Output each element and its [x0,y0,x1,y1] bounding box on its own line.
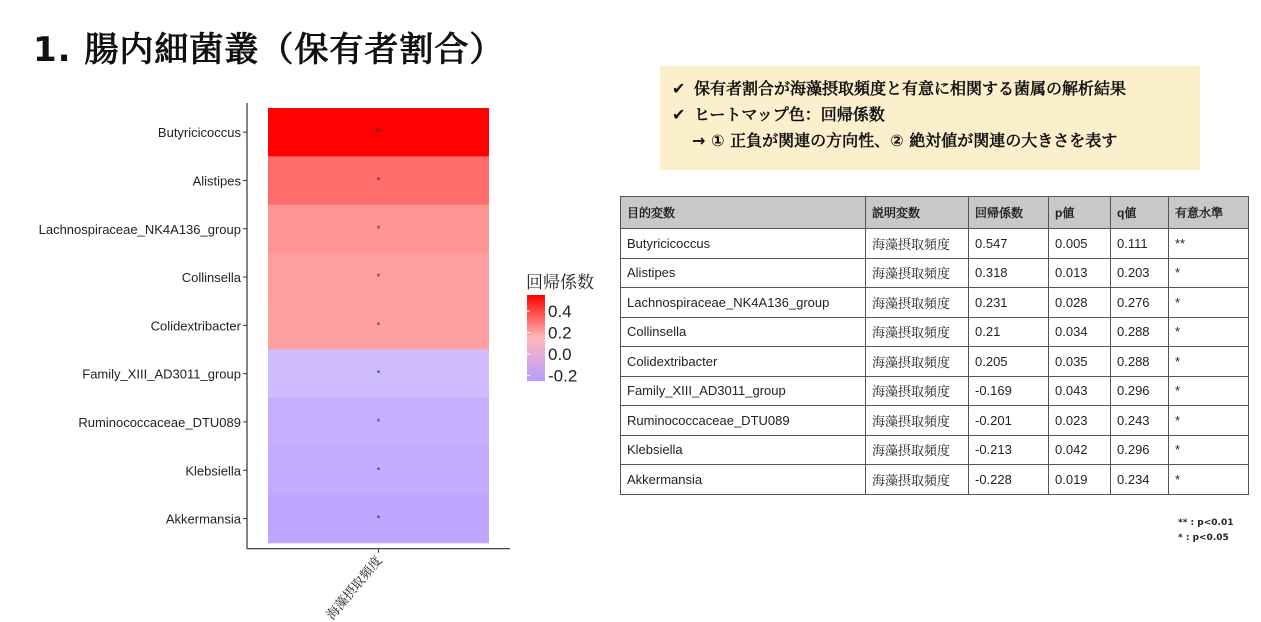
y-tick-label: Akkermansia [165,511,241,527]
table-cell: 0.547 [969,229,1049,259]
y-tick-label: Butyricicoccus [157,125,241,141]
check-icon: ✔ [672,105,686,124]
table-cell: 0.288 [1111,347,1169,377]
table-row [621,465,1249,495]
table-cell: ** [1169,229,1249,259]
table-cell: 海藻摂取頻度 [866,288,969,318]
note-line-3 [672,128,1200,154]
table-header-row [621,197,1249,229]
table-cell: 0.276 [1111,288,1169,318]
table-cell: 0.028 [1049,288,1111,318]
footnote-p005: * : p<0.05 [1178,533,1229,543]
table-row [621,258,1249,288]
legend-tick-label: 0.0 [548,345,572,365]
table-body [621,229,1249,495]
table-cell: 0.203 [1111,258,1169,288]
significance-label: * [376,465,381,476]
significance-label: * [376,175,381,186]
note-line-1 [672,76,1200,102]
table-header-cell: 有意水準 [1169,197,1249,229]
table-cell: 0.111 [1111,229,1169,259]
table-row [621,435,1249,465]
x-tick-label: 海藻摂取頻度 [323,552,385,622]
table-header-cell: 説明変数 [866,197,969,229]
table-cell: * [1169,376,1249,406]
table-cell: 海藻摂取頻度 [866,347,969,377]
table-cell: Klebsiella [621,435,866,465]
table-cell: 海藻摂取頻度 [866,229,969,259]
table-cell: Butyricicoccus [621,229,866,259]
table-cell: Akkermansia [621,465,866,495]
table-row [621,376,1249,406]
table-cell: 0.21 [969,317,1049,347]
table-cell: * [1169,435,1249,465]
significance-label: ** [374,127,383,138]
table-header-cell: p値 [1049,197,1111,229]
table-cell: -0.201 [969,406,1049,436]
table-cell: 海藻摂取頻度 [866,435,969,465]
table-cell: * [1169,258,1249,288]
table-cell: 0.318 [969,258,1049,288]
table-cell: * [1169,406,1249,436]
table-header-cell: q値 [1111,197,1169,229]
table-cell: 0.234 [1111,465,1169,495]
table-row [621,229,1249,259]
table-cell: 0.042 [1049,435,1111,465]
legend-color-bar [527,295,545,381]
table-row [621,347,1249,377]
y-tick-label: Lachnospiraceae_NK4A136_group [38,221,241,237]
table-header-cell: 目的変数 [621,197,866,229]
legend-tick-label: 0.2 [548,323,572,343]
table-cell: 0.019 [1049,465,1111,495]
table-cell: 0.013 [1049,258,1111,288]
table-cell: Family_XIII_AD3011_group [621,376,866,406]
table-cell: * [1169,347,1249,377]
y-tick-label: Colidextribacter [150,318,241,334]
table-cell: 0.034 [1049,317,1111,347]
table-cell: Ruminococcaceae_DTU089 [621,406,866,436]
summary-note-box [660,66,1200,170]
table-row [621,406,1249,436]
table-cell: -0.228 [969,465,1049,495]
table-cell: 0.043 [1049,376,1111,406]
table-cell: -0.213 [969,435,1049,465]
heatmap-chart [0,95,620,622]
table-cell: Collinsella [621,317,866,347]
y-tick-label: Klebsiella [185,463,241,479]
note-text-2: ヒートマップ色：回帰係数 [694,105,885,124]
footnote-p001: ** : p<0.01 [1178,518,1234,528]
table-cell: 0.288 [1111,317,1169,347]
table-cell: 0.231 [969,288,1049,318]
note-line-2 [672,102,1200,128]
table-cell: Colidextribacter [621,347,866,377]
table-row [621,288,1249,318]
table-cell: 海藻摂取頻度 [866,376,969,406]
table-cell: 0.296 [1111,435,1169,465]
significance-label: * [376,272,381,283]
significance-label: * [376,416,381,427]
table-cell: 0.023 [1049,406,1111,436]
note-text-3: → ① 正負が関連の方向性、② 絶対値が関連の大きさを表す [692,131,1118,150]
table-cell: 0.296 [1111,376,1169,406]
y-tick-label: Alistipes [192,173,241,189]
y-tick-label: Family_XIII_AD3011_group [82,366,241,382]
legend-title: 回帰係数 [526,273,594,292]
table-header-cell: 回帰係数 [969,197,1049,229]
table-cell: Lachnospiraceae_NK4A136_group [621,288,866,318]
legend-tick-label: 0.4 [548,302,572,322]
y-tick-label: Ruminococcaceae_DTU089 [78,414,241,430]
table-cell: Alistipes [621,258,866,288]
check-icon: ✔ [672,79,686,98]
significance-label: * [376,223,381,234]
table-cell: 0.243 [1111,406,1169,436]
table-cell: 0.205 [969,347,1049,377]
significance-label: * [376,320,381,331]
table-cell: 0.005 [1049,229,1111,259]
regression-results-table [620,196,1249,495]
table-cell: * [1169,317,1249,347]
significance-label: * [376,513,381,524]
table-row [621,317,1249,347]
table-cell: 海藻摂取頻度 [866,317,969,347]
table-cell: * [1169,465,1249,495]
table-cell: 海藻摂取頻度 [866,258,969,288]
table-cell: -0.169 [969,376,1049,406]
table-cell: 海藻摂取頻度 [866,406,969,436]
significance-label: * [376,368,381,379]
table-cell: * [1169,288,1249,318]
note-text-1: 保有者割合が海藻摂取頻度と有意に相関する菌属の解析結果 [694,79,1127,98]
y-tick-label: Collinsella [181,270,241,286]
table-cell: 海藻摂取頻度 [866,465,969,495]
page-title: 1. 腸内細菌叢（保有者割合） [33,30,505,70]
table-cell: 0.035 [1049,347,1111,377]
legend-tick-label: -0.2 [548,366,578,386]
